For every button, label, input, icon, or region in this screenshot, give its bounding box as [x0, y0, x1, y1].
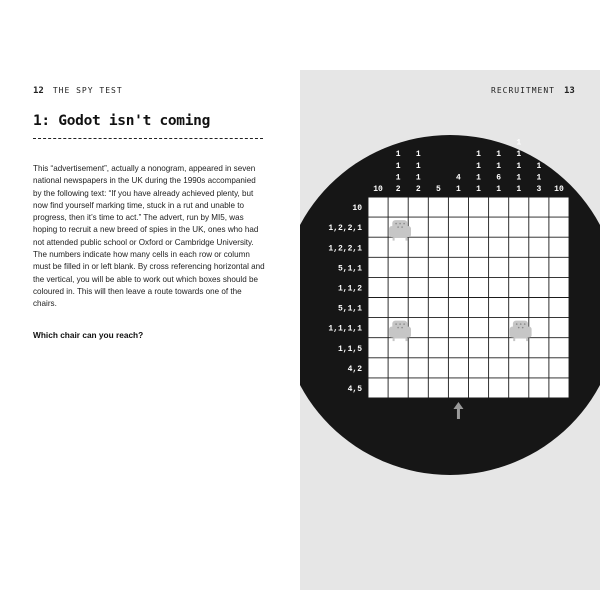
row-clue: 4,2 — [347, 364, 362, 374]
column-clue-number: 3 — [536, 185, 542, 194]
chair-leg — [526, 338, 528, 342]
left-running-head-text: THE SPY TEST — [52, 86, 123, 95]
row-clue: 5,1,1 — [337, 264, 362, 274]
chair-leg — [393, 338, 395, 342]
column-clue-number: 1 — [395, 173, 401, 183]
chair-button — [403, 223, 405, 225]
column-clue-number: 2 — [395, 185, 401, 194]
arrow-shaft — [457, 408, 460, 419]
chair-leg — [393, 237, 395, 241]
chair-leg — [406, 338, 408, 342]
column-clue-number: 1 — [516, 150, 522, 160]
column-clue-number: 4 — [456, 173, 461, 183]
column-clue-number: 1 — [415, 173, 421, 183]
column-clue-number: 6 — [496, 173, 502, 183]
right-running-head-text: RECRUITMENT — [491, 86, 555, 95]
column-clue-number: 1 — [415, 150, 421, 160]
chair-seat — [514, 331, 528, 338]
column-clue-number: 10 — [373, 185, 383, 194]
chair-button — [395, 323, 397, 325]
column-clue-number: 1 — [476, 173, 481, 183]
row-clue: 1,2,2,1 — [328, 224, 362, 234]
column-clue-number: 1 — [476, 185, 481, 194]
row-clue: 1,1,1,1 — [328, 324, 362, 334]
chair-button — [399, 323, 401, 325]
row-clue: 1,1,2 — [337, 284, 362, 294]
column-clue-number: 1 — [395, 150, 401, 160]
chair-button — [401, 226, 403, 228]
row-clue: 1,2,2,1 — [328, 244, 362, 254]
column-clue-number: 10 — [554, 185, 564, 194]
row-clue: 10 — [352, 204, 362, 214]
puzzle-description: This “advertisement”, actually a nonogram, appeared in seven national newspapers in the UK during the 1990s accompanied by the following text: “If you have already achieved plenty, but now find yourself marking time, stuck in a rut and unable to progress, then it’s time to act.” The advert, run by MI5, was hoping to recruit a new breed of spies in the UK, ones who had not attended public school or Oxford or Cambridge University. The numbers indicate how many cells in each row or column must be filled in or left blank. By cross referencing horizontal and the vertical, you will be able to work out which boxes should be coloured in. This will then leave a route towards one of the chairs. — [33, 164, 265, 309]
column-clue-number: 1 — [415, 161, 421, 171]
puzzle-question: Which chair can you reach? — [33, 330, 144, 340]
chair-seat — [393, 231, 407, 238]
column-clue-number: 1 — [516, 173, 522, 183]
column-clue-number: 1 — [496, 161, 502, 171]
column-clue-number: 1 — [395, 161, 401, 171]
chair-button — [397, 226, 399, 228]
chair-button — [399, 223, 401, 225]
column-clue-number: 1 — [516, 185, 522, 194]
column-clue-number: 1 — [476, 161, 481, 171]
chair-button — [524, 323, 526, 325]
chair-seat — [393, 331, 407, 338]
chair-leg — [513, 338, 515, 342]
chair-button — [522, 327, 524, 329]
column-clue-number: 1 — [496, 150, 502, 160]
chair-button — [516, 323, 518, 325]
puzzle-title: 1: Godot isn't coming — [33, 113, 211, 129]
row-clue: 1,1,5 — [337, 344, 362, 354]
column-clue-number: 1 — [516, 161, 522, 171]
left-page-number: 12 — [33, 86, 44, 96]
chair-button — [403, 323, 405, 325]
column-clue-number: 2 — [415, 185, 421, 194]
column-clue-number: 1 — [536, 173, 542, 183]
column-clue-number: 1 — [476, 150, 481, 160]
chair-button — [395, 223, 397, 225]
chair-button — [401, 327, 403, 329]
chair-button — [518, 327, 520, 329]
chair-leg — [406, 237, 408, 241]
right-page-number: 13 — [563, 86, 575, 96]
column-clue-number: 1 — [516, 138, 522, 148]
row-clue: 4,5 — [347, 384, 362, 394]
column-clue-number: 1 — [536, 161, 542, 171]
column-clue-number: 5 — [435, 185, 441, 194]
column-clue-number: 1 — [456, 185, 461, 194]
chair-button — [397, 327, 399, 329]
row-clue: 5,1,1 — [337, 304, 362, 314]
column-clue-number: 1 — [496, 185, 502, 194]
chair-button — [520, 323, 522, 325]
